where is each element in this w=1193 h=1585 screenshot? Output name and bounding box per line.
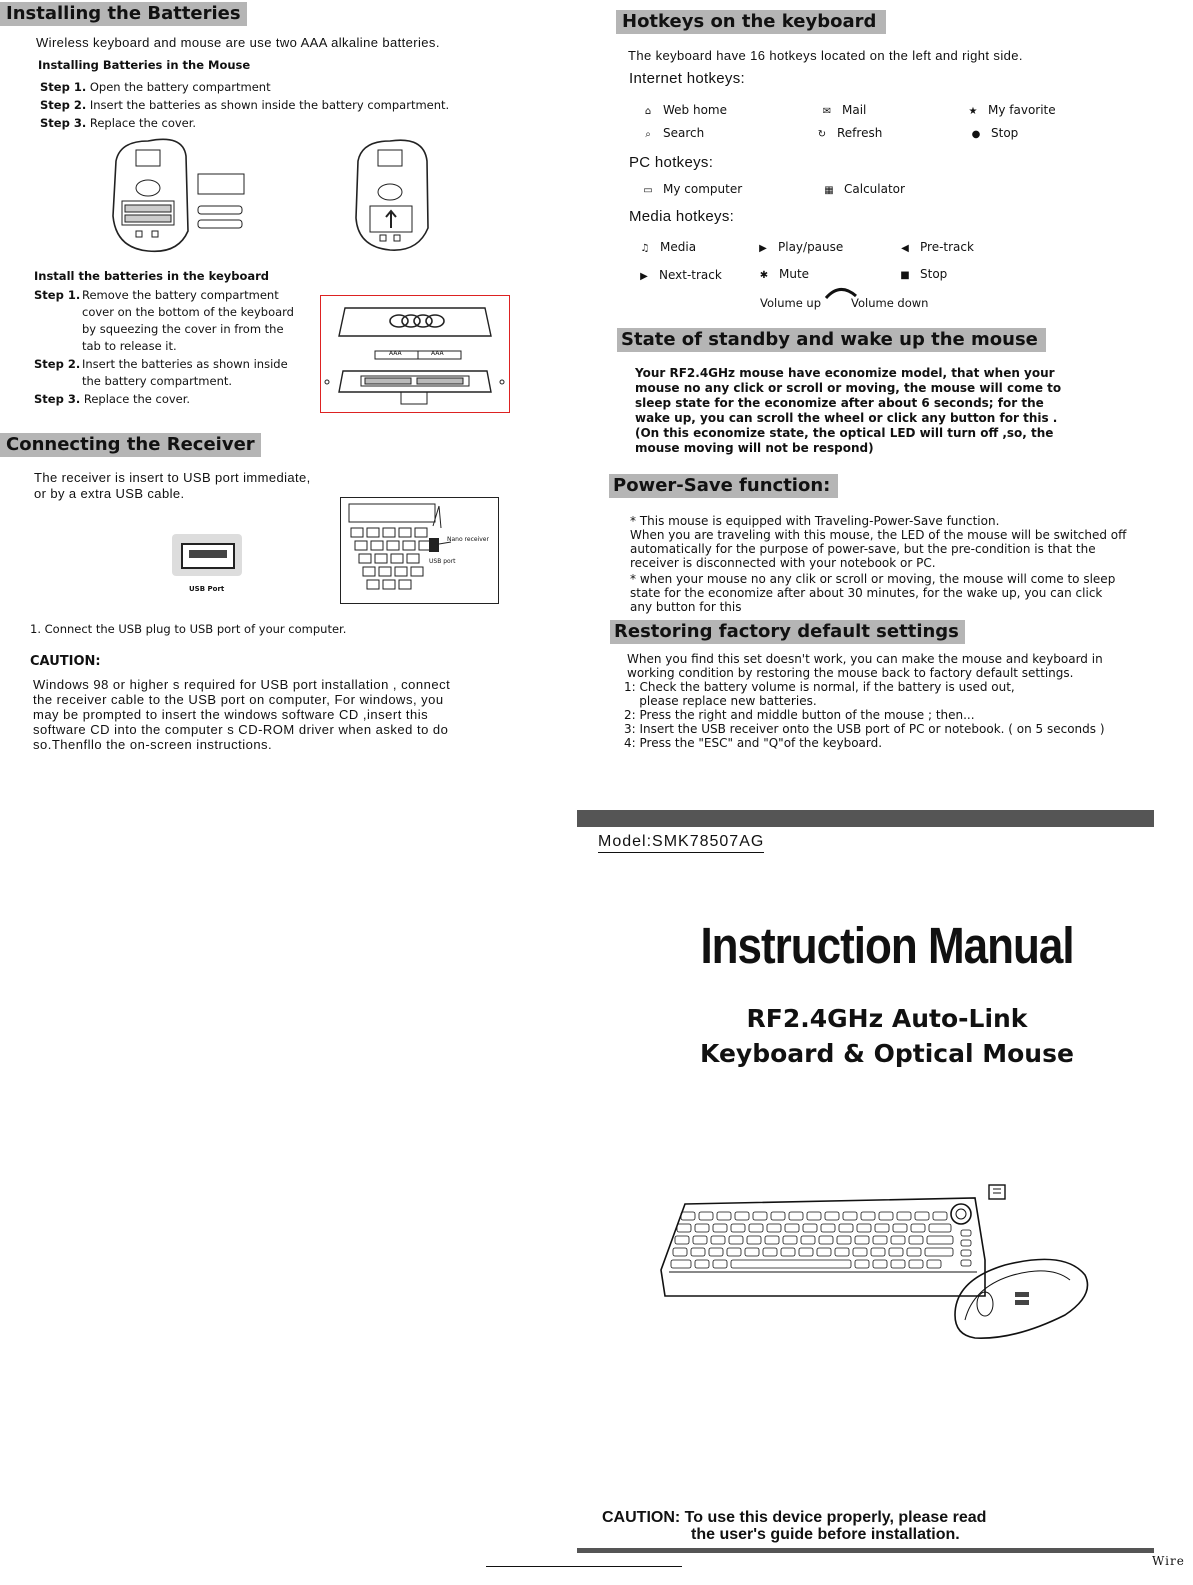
caution-line-4: software CD into the computer s CD-ROM driver when asked to do [33, 722, 449, 737]
keyboard-bottom-illustration [321, 296, 509, 412]
mute-icon: ✱ [759, 270, 769, 281]
connecting-receiver-heading: Connecting the Receiver [0, 433, 261, 457]
hotkey-refresh: ↻ Refresh [815, 126, 882, 140]
power-save-line-1: * This mouse is equipped with Traveling-Power-Save function. [630, 514, 1000, 528]
caution-heading: CAUTION: [30, 654, 101, 669]
restore-line-4: please replace new batteries. [624, 694, 817, 708]
stop-square-icon: ■ [900, 270, 910, 281]
restoring-defaults-heading: Restoring factory default settings [610, 620, 965, 644]
standby-line-4: wake up, you can scroll the wheel or click any button for this . [635, 411, 1058, 425]
power-save-line-2: When you are traveling with this mouse, the LED of the mouse will be switched off [630, 528, 1127, 542]
step-label: Step 2. [40, 98, 87, 112]
hotkeys-intro: The keyboard have 16 hotkeys located on the left and right side. [628, 48, 1023, 63]
keyboard-battery-figure [320, 295, 510, 413]
hotkey-my-favorite: ★ My favorite [966, 103, 1056, 117]
standby-line-2: mouse no any click or scroll or moving, the mouse will come to [635, 381, 1062, 395]
restore-line-5: 2: Press the right and middle button of the mouse ; then... [624, 708, 975, 722]
step-text: Replace the cover. [89, 116, 197, 130]
computer-icon: ▭ [643, 185, 653, 196]
hotkey-web-home: ⌂ Web home [641, 103, 727, 117]
next-track-icon: ▶ [640, 271, 648, 282]
power-save-line-4: receiver is disconnected with your notebook or PC. [630, 556, 936, 570]
kb-step-1-line-2: cover on the bottom of the keyboard [82, 305, 294, 319]
hotkey-my-computer: ▭ My computer [641, 182, 742, 196]
volume-down-label: Volume down [851, 296, 929, 310]
footer-rule [486, 1566, 682, 1567]
home-icon: ⌂ [644, 106, 652, 117]
usb-port-small-label: USB port [429, 558, 456, 565]
receiver-line-2: or by a extra USB cable. [34, 486, 185, 501]
manual-subtitle-2: Keyboard & Optical Mouse [700, 1039, 1074, 1068]
power-save-line-5: * when your mouse no any clik or scroll or moving, the mouse will come to sleep [630, 572, 1116, 586]
cover-caution-line-2: the user's guide before installation. [691, 1526, 960, 1543]
kb-step-1-label: Step 1. [34, 288, 81, 302]
refresh-icon: ↻ [817, 129, 827, 140]
volume-up-label: Volume up [760, 296, 822, 310]
usb-port-image [172, 534, 242, 576]
mouse-battery-illustration-open [108, 136, 258, 256]
cover-caution-line-1: CAUTION: To use this device properly, please read [602, 1509, 987, 1526]
caution-line-1: Windows 98 or higher s required for USB port installation , connect [33, 677, 451, 692]
media-hotkeys-title: Media hotkeys: [629, 208, 735, 225]
usb-socket [181, 543, 235, 569]
cover-bottom-bar [577, 1548, 1154, 1553]
mouse-battery-illustration-closed [352, 136, 432, 256]
hotkey-media-stop: ■ Stop [898, 267, 947, 281]
calculator-icon: ▦ [824, 185, 834, 196]
kb-step-2-line-2: the battery compartment. [82, 374, 233, 388]
cover-top-bar [577, 810, 1154, 827]
hotkey-media: ♫ Media [638, 240, 696, 254]
stop-icon: ● [971, 129, 981, 140]
batteries-intro: Wireless keyboard and mouse are use two AAA alkaline batteries. [36, 35, 440, 50]
hotkey-calculator: ▦ Calculator [822, 182, 905, 196]
laptop-keyboard-illustration [341, 498, 498, 603]
play-pause-icon: ▶ [759, 243, 767, 254]
laptop-receiver-figure [340, 497, 499, 604]
mouse-step-1 [40, 80, 271, 94]
pc-hotkeys-title: PC hotkeys: [629, 154, 714, 171]
hotkey-mail: ✉ Mail [820, 103, 866, 117]
standby-line-3: sleep state for the economize after about 6 seconds; for the [635, 396, 1044, 410]
kb-step-1-line-1: Remove the battery compartment [82, 288, 279, 302]
keyboard-mouse-product-illustration [655, 1180, 1100, 1345]
kb-step-1-line-3: by squeezing the cover in from the [82, 322, 284, 336]
mouse-batteries-heading: Installing Batteries in the Mouse [38, 58, 251, 72]
hotkeys-heading: Hotkeys on the keyboard [616, 10, 886, 34]
hotkey-search: ⌕ Search [641, 126, 704, 140]
power-save-heading: Power-Save function: [609, 474, 838, 498]
star-icon: ★ [968, 106, 978, 117]
usb-tongue [189, 550, 227, 558]
caution-line-5: so.Thenfllo the on-screen instructions. [33, 737, 273, 752]
music-icon: ♫ [640, 243, 650, 254]
step-label: Step 3. [40, 116, 87, 130]
mouse-step-2 [40, 98, 449, 112]
aaa-label-2: AAA [431, 350, 444, 357]
restore-line-3: 1: Check the battery volume is normal, if the battery is used out, [624, 680, 1015, 694]
kb-step-2-line-1: Insert the batteries as shown inside [82, 357, 288, 371]
step-text: Insert the batteries as shown inside the battery compartment. [89, 98, 450, 112]
search-icon: ⌕ [645, 129, 651, 140]
restore-line-1: When you find this set doesn't work, you can make the mouse and keyboard in [627, 652, 1103, 666]
step-text: Open the battery compartment [89, 80, 271, 94]
kb-step-1-line-4: tab to release it. [82, 339, 177, 353]
caution-line-2: the receiver cable to the USB port on computer, For windows, you [33, 692, 444, 707]
restore-line-6: 3: Insert the USB receiver onto the USB port of PC or notebook. ( on 5 seconds ) [624, 722, 1105, 736]
cover-caution-lead: CAUTION: [602, 1509, 681, 1526]
mouse-step-3 [40, 116, 196, 130]
nano-receiver-label: Nano receiver [447, 536, 489, 543]
step-label: Step 1. [40, 80, 87, 94]
aaa-label-1: AAA [389, 350, 402, 357]
hotkey-mute: ✱ Mute [757, 267, 809, 281]
keyboard-batteries-heading: Install the batteries in the keyboard [34, 269, 270, 283]
manual-subtitle-1: RF2.4GHz Auto-Link [746, 1004, 1028, 1033]
caution-line-3: may be prompted to insert the windows software CD ,insert this [33, 707, 429, 722]
restore-line-2: working condition by restoring the mouse back to factory default settings. [627, 666, 1074, 680]
restore-line-7: 4: Press the "ESC" and "Q"of the keyboard. [624, 736, 883, 750]
standby-line-6: mouse moving will not be respond) [635, 441, 874, 455]
receiver-line-1: The receiver is insert to USB port immediate, [34, 470, 311, 485]
hotkey-pre-track: ◀ Pre-track [898, 240, 974, 254]
usb-port-label: USB Port [189, 585, 225, 593]
power-save-line-6: state for the economize after about 30 minutes, for the wake up, you can click [630, 586, 1103, 600]
mail-icon: ✉ [822, 106, 832, 117]
hotkey-stop: ● Stop [969, 126, 1018, 140]
standby-heading: State of standby and wake up the mouse [617, 328, 1046, 352]
kb-step-3: Step 3. Replace the cover. [34, 392, 191, 406]
power-save-line-3: automatically for the purpose of power-save, but the pre-condition is that the [630, 542, 1096, 556]
power-save-line-7: any button for this [630, 600, 742, 614]
previous-track-icon: ◀ [901, 243, 909, 254]
model-number: Model:SMK78507AG [598, 833, 764, 853]
manual-title: Instruction Manual [700, 918, 1074, 975]
hotkey-play-pause: ▶ Play/pause [756, 240, 843, 254]
connect-usb-step: 1. Connect the USB plug to USB port of your computer. [30, 622, 347, 636]
hotkey-next-track: ▶ Next-track [637, 268, 722, 282]
installing-batteries-heading: Installing the Batteries [0, 2, 247, 26]
internet-hotkeys-title: Internet hotkeys: [629, 70, 745, 87]
standby-line-5: (On this economize state, the optical LED will turn off ,so, the [635, 426, 1054, 440]
standby-line-1: Your RF2.4GHz mouse have economize model, that when your [635, 366, 1055, 380]
kb-step-2-label: Step 2. [34, 357, 81, 371]
edge-text: Wire [1152, 1554, 1185, 1568]
